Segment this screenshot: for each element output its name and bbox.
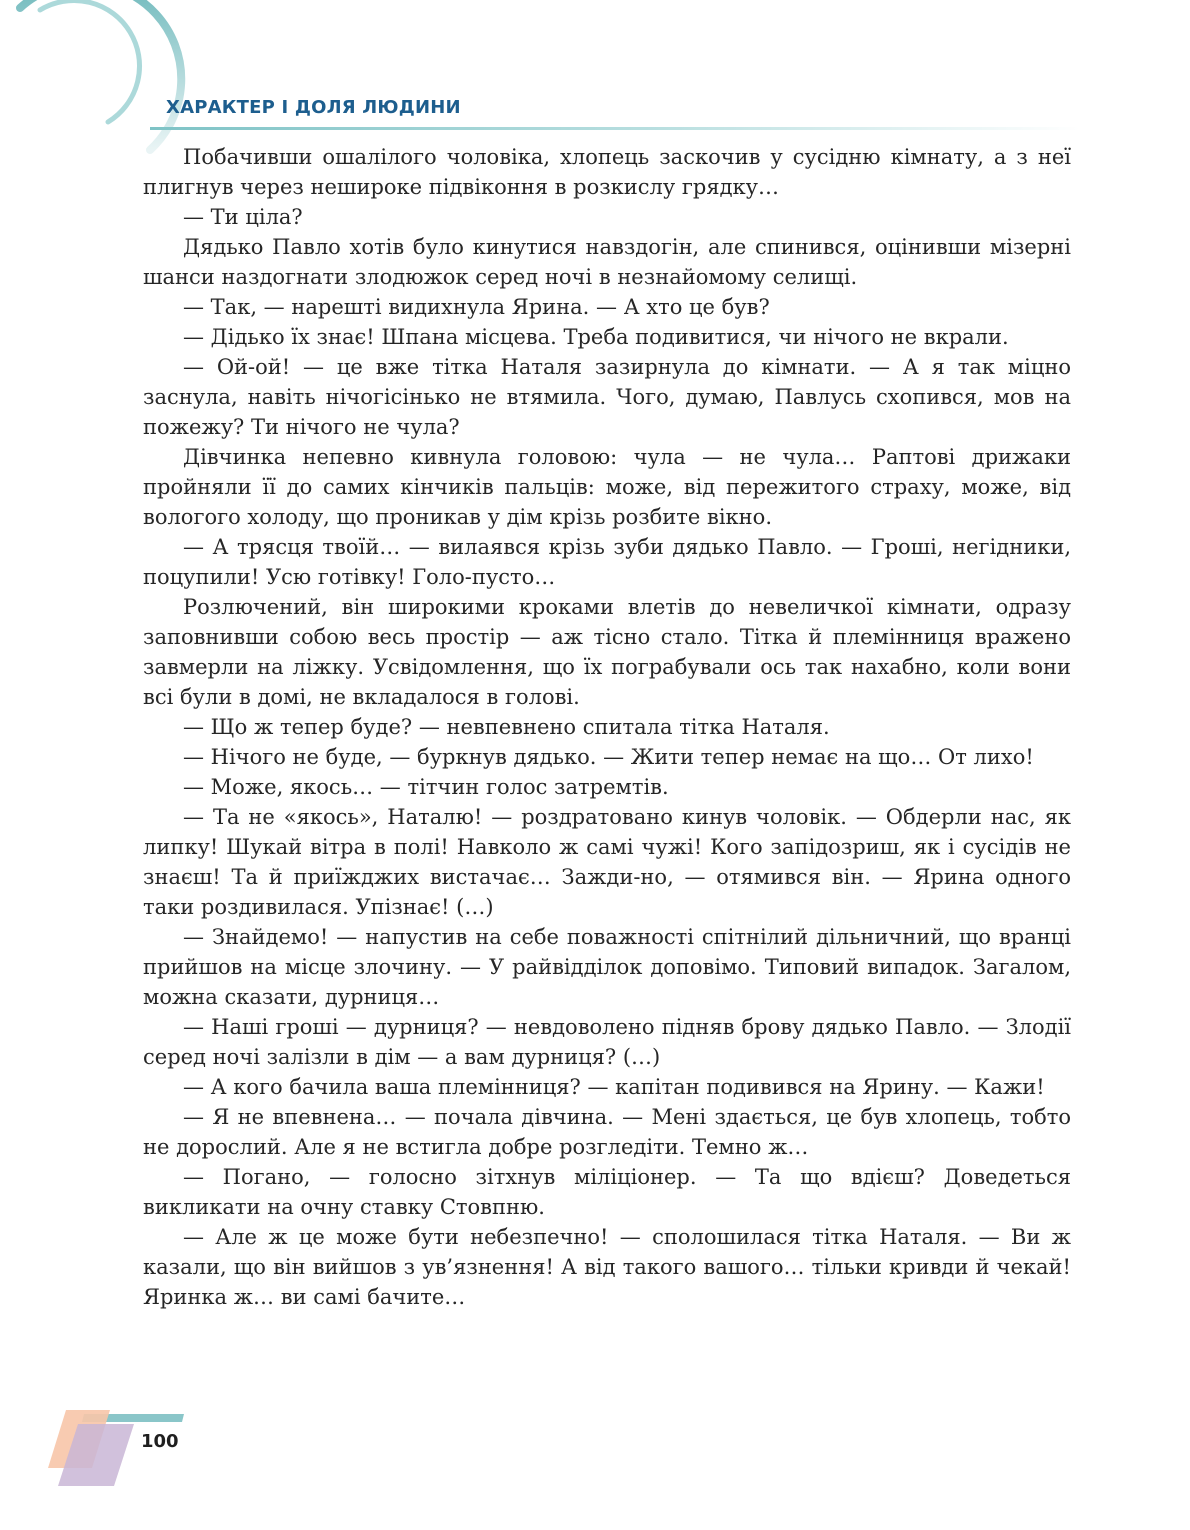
paragraph: — Наші гроші — дурниця? — невдоволено підняв брову дядько Павло. — Злодії серед ночі залізли в дім — а вам дурниця? (…) — [143, 1015, 1071, 1069]
inner-arc — [40, 0, 140, 122]
paragraph: — Я не впевнена… — почала дівчина. — Мені здається, це був хлопець, тобто не дорослий. Але я не встигла добре розгледіти. Темно ж… — [143, 1105, 1071, 1159]
paragraph: — Ти ціла? — [183, 205, 303, 229]
paragraph: — А кого бачила ваша племінниця? — капітан подивився на Ярину. — Кажи! — [183, 1075, 1045, 1099]
paragraph: Побачивши ошалілого чоловіка, хлопець заскочив у сусідню кімнату, а з неї плигнув через неширoке підвіконня в розкислу грядку… — [143, 145, 1071, 199]
story-text — [143, 142, 1071, 1312]
paragraph: — Ой-ой! — це вже тітка Наталя зазирнула до кімнати. — А я так міцно заснула, навіть нічогісінько не втямила. Чого, думаю, Павлусь схопився, мов на пожежу? Ти нічого не чула? — [143, 355, 1071, 439]
paragraph: — Так, — нарешті видихнула Ярина. — А хто це був? — [183, 295, 770, 319]
header-rule — [150, 127, 1080, 130]
paragraph: Дядько Павло хотів було кинутися навздогін, але спинився, оцінивши мізерні шанси наздогнати злодюжок серед ночі в незнайомому селищі. — [143, 235, 1071, 289]
page-number: 100 — [141, 1431, 179, 1452]
paragraph: Розлючений, він широкими кроками влетів до невеличкої кімнати, одразу заповнивши собою весь простір — аж тісно стало. Тітка й племінниця вражено завмерли на ліжку. Усвідомлення, що їх пограбували ось так нахабно, коли вони всі були в домі, не вкладалося в голові. — [143, 595, 1071, 709]
section-title: ХАРАКТЕР І ДОЛЯ ЛЮДИНИ — [166, 97, 461, 118]
paragraph: — Може, якось… — тітчин голос затремтів. — [183, 775, 669, 799]
paragraph: — Нічого не буде, — буркнув дядько. — Жити тепер немає на що… От лихо! — [183, 745, 1034, 769]
paragraph: — Дідько їх знає! Шпана місцева. Треба подивитися, чи нічого не вкрали. — [183, 325, 1009, 349]
paragraph: — Знайдемо! — напустив на себе поважності спітнілий дільничний, що вранці прийшов на місце злочину. — У райвідділок доповімо. Типовий випадок. Загалом, можна сказати, дурниця… — [143, 925, 1071, 1009]
paragraph: — Погано, — голосно зітхнув міліціонер. — Та що вдієш? Доведеться викликати на очну ставку Стовпню. — [143, 1165, 1071, 1219]
paragraph: — Але ж це може бути небезпечно! — сполошилася тітка Наталя. — Ви ж казали, що він вийшов з ув’язнення! А від такого вашого… тільки кривди й чекай! Яринка ж… ви самі бачите… — [143, 1225, 1071, 1309]
paragraph: — Що ж тепер буде? — невпевнено спитала тітка Наталя. — [183, 715, 830, 739]
paragraph: — А трясця твоїй… — вилаявся крізь зуби дядько Павло. — Гроші, негідники, поцупили! Усю готівку! Голо-пусто… — [143, 535, 1071, 589]
paragraph: — Та не «якось», Наталю! — роздратовано кинув чоловік. — Обдерли нас, як липку! Шукай вітра в полі! Навколо ж самі чужі! Кого запідозриш, як і сусідів не знаєш! Та й приїжджих вистачає… Зажди-но, — отямився він. — Ярина одного таки роздивилася. Упізнає! (…) — [143, 805, 1071, 919]
paragraph: Дівчинка непевно кивнула головою: чула — не чула… Раптові дрижаки пройняли її до самих кінчиків пальців: може, від пережитого страху, може, від вологого холоду, що проникав у дім крізь розбите вікно. — [143, 445, 1071, 529]
